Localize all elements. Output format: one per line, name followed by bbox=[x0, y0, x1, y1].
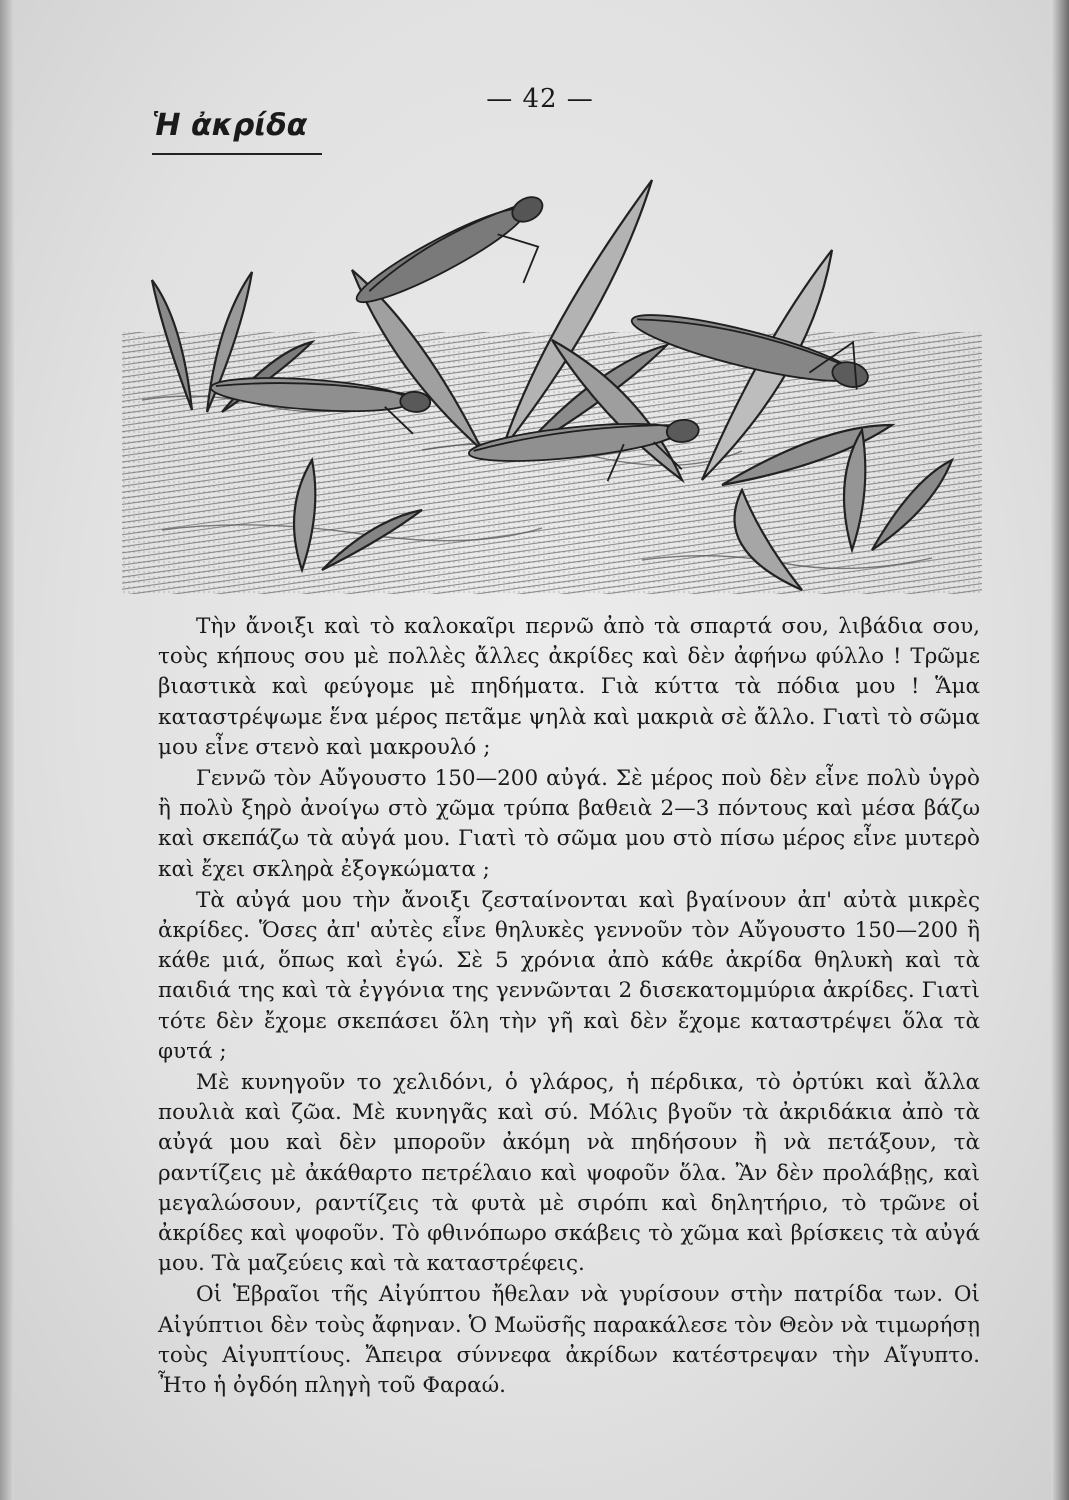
paragraph: Μὲ κυνηγοῦν το χελιδόνι, ὁ γλάρος, ἡ πέρδικα, τὸ ὀρτύκι καὶ ἄλλα πουλιὰ καὶ ζῶα. Μὲ κυνηγᾶς καὶ σύ. Μόλις βγοῦν τὰ ἀκριδάκια ἀπὸ τὰ αὐγά μου καὶ δὲν μποροῦν ἀκόμη νὰ πηδήσουν ἢ νὰ πετάξουν, τὰ ραντίζεις μὲ ἀκάθαρτο πετρέλαιο καὶ ψοφοῦν ὅλα. Ἂν δὲν προλάβῃς, καὶ μεγαλώσουν, ραντίζεις τὰ φυτὰ μὲ σιρόπι καὶ δηλητήριο, τὸ τρῶνε οἱ ἀκρίδες καὶ ψοφοῦν. Τὸ φθινόπωρο σκάβεις τὸ χῶμα καὶ βρίσκεις τὰ αὐγά μου. Τὰ μαζεύεις καὶ τὰ καταστρέφεις. bbox=[158, 1070, 980, 1277]
page-edge-left bbox=[0, 0, 14, 1500]
page-title: Ἡ ἀκρίδα bbox=[152, 108, 322, 155]
page-number: — 42 — bbox=[486, 84, 594, 114]
paragraph: Τὰ αὐγά μου τὴν ἄνοιξι ζεσταίνονται καὶ βγαίνουν ἀπ' αὐτὰ μικρὲς ἀκρίδες. Ὅσες ἀπ' αὐτὲς εἶνε θηλυκὲς γεννοῦν τὸν Αὔγουστο 150—200 ἢ κάθε μιά, ὅπως καὶ ἐγώ. Σὲ 5 χρόνια ἀπὸ κάθε ἀκρίδα θηλυκὴ καὶ τὰ παιδιά της καὶ τὰ ἐγγόνια της γεννῶνται 2 δισεκατομμύρια ἀκρίδες. Γιατὶ τότε δὲν ἔχομε σκεπάσει ὅλη τὴν γῆ καὶ δὲν ἔχομε καταστρέψει ὅλα τὰ φυτά ; bbox=[158, 887, 980, 1064]
page-edge-right bbox=[1051, 0, 1069, 1500]
paragraph: Τὴν ἄνοιξι καὶ τὸ καλοκαῖρι περνῶ ἀπὸ τὰ σπαρτά σου, λιβάδια σου, τοὺς κήπους σου μὲ πολλὲς ἄλλες ἀκρίδες καὶ δὲν ἀφήνω φύλλο ! Τρῶμε βιαστικὰ καὶ φεύγομε μὲ πηδήματα. Γιὰ κύττα τὰ πόδια μου ! Ἅμα καταστρέψωμε ἕνα μέρος πετᾶμε ψηλὰ καὶ μακριὰ σὲ ἄλλο. Γιατὶ τὸ σῶμα μου εἶνε στενὸ καὶ μακρουλό ; bbox=[158, 614, 980, 760]
locust-illustration bbox=[122, 150, 982, 595]
paragraph: Οἱ Ἑβραῖοι τῆς Αἰγύπτου ἤθελαν νὰ γυρίσουν στὴν πατρίδα των. Οἱ Αἰγύπτιοι δὲν τοὺς ἄφηναν. Ὁ Μωϋσῆς παρακάλεσε τὸν Θεὸν νὰ τιμωρήσῃ τοὺς Αἰγυπτίους. Ἄπειρα σύννεφα ἀκρίδων κατέστρεψαν τὴν Αἴγυπτο. Ἦτο ἡ ὀγδόη πληγὴ τοῦ Φαραώ. bbox=[158, 1282, 980, 1399]
article-text bbox=[158, 612, 980, 1402]
paragraph: Γεννῶ τὸν Αὔγουστο 150—200 αὐγά. Σὲ μέρος ποὺ δὲν εἶνε πολὺ ὑγρὸ ἢ πολὺ ξηρὸ ἀνοίγω στὸ χῶμα τρύπα βαθειὰ 2—3 πόντους καὶ μέσα βάζω καὶ σκεπάζω τὰ αὐγά μου. Γιατὶ τὸ σῶμα μου στὸ πίσω μέρος εἶνε μυτερὸ καὶ ἔχει σκληρὰ ἐξογκώματα ; bbox=[158, 766, 980, 882]
